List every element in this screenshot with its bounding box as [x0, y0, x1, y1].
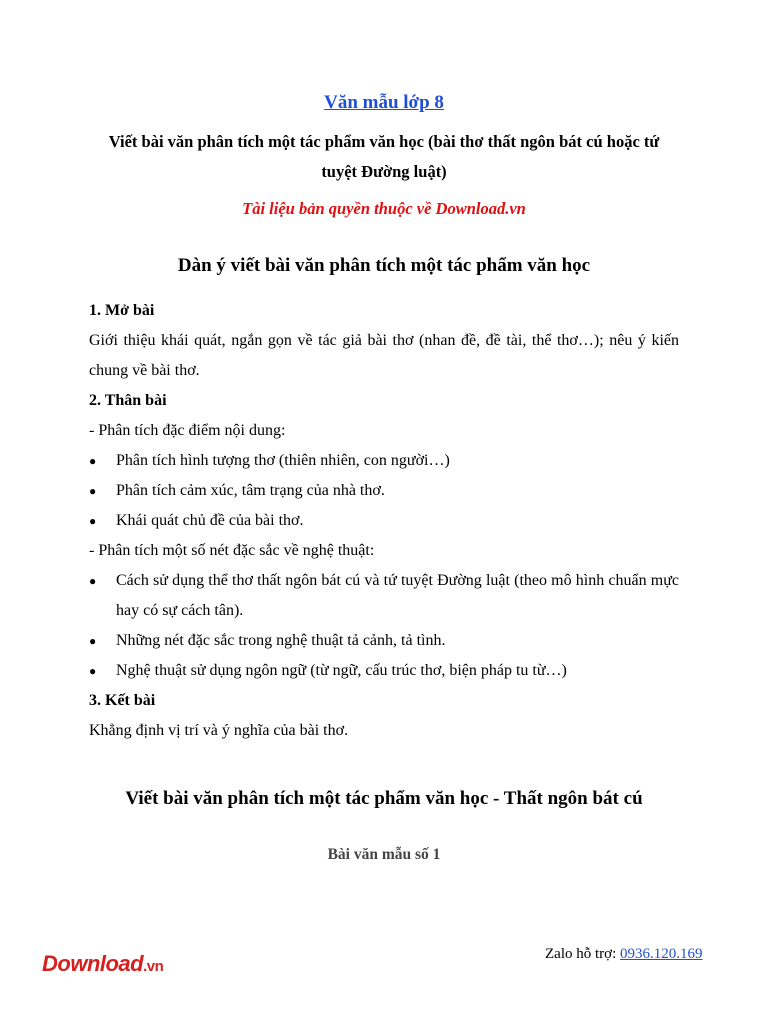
list-item	[89, 476, 679, 506]
logo-main-text: Download	[42, 951, 144, 976]
bullet-icon: ●	[89, 664, 97, 678]
content-analysis-intro: - Phân tích đặc điểm nội dung:	[89, 422, 286, 439]
subtitle-line-2: tuyệt Đường luật)	[321, 162, 447, 181]
art-analysis-intro: - Phân tích một số nét đặc sắc về nghệ thuật:	[89, 542, 375, 559]
bullet-icon: ●	[89, 634, 97, 648]
logo-suffix-text: .vn	[143, 958, 164, 975]
bullet-icon: ●	[89, 484, 97, 498]
document-subtitle	[80, 127, 688, 187]
bullet-icon: ●	[89, 454, 97, 468]
list-item	[89, 446, 679, 476]
copyright-notice: Tài liệu bản quyền thuộc về Download.vn	[242, 199, 526, 218]
support-label: Zalo hỗ trợ:	[545, 946, 620, 962]
bullet-icon: ●	[89, 574, 97, 588]
download-logo[interactable]	[42, 951, 163, 977]
section-heading-conclusion: 3. Kết bài	[89, 692, 156, 709]
title-link[interactable]: Văn mẫu lớp 8	[324, 92, 444, 113]
intro-paragraph: Giới thiệu khái quát, ngắn gọn về tác giả bài thơ (nhan đề, đề tài, thể thơ…); nêu ý kiến chung về bài thơ.	[89, 332, 679, 379]
list-item	[89, 506, 679, 536]
section-heading-intro: 1. Mở bài	[89, 302, 155, 319]
list-item-text: Cách sử dụng thể thơ thất ngôn bát cú và tứ tuyệt Đường luật (theo mô hình chuẩn mực hay có sự cách tân).	[116, 572, 679, 619]
list-item-text: Khái quát chủ đề của bài thơ.	[116, 512, 304, 529]
list-item-text: Phân tích cảm xúc, tâm trạng của nhà thơ.	[116, 482, 385, 499]
list-item-text: Những nét đặc sắc trong nghệ thuật tả cảnh, tả tình.	[116, 632, 446, 649]
list-item	[89, 626, 679, 656]
section-heading-body: 2. Thân bài	[89, 392, 167, 409]
subtitle-line-1: Viết bài văn phân tích một tác phẩm văn học (bài thơ thất ngôn bát cú hoặc tứ	[108, 132, 660, 151]
sample-essay-label: Bài văn mẫu số 1	[327, 846, 441, 863]
bullet-icon: ●	[89, 514, 97, 528]
outline-heading: Dàn ý viết bài văn phân tích một tác phẩm văn học	[177, 255, 591, 276]
list-item-text: Nghệ thuật sử dụng ngôn ngữ (từ ngữ, cấu trúc thơ, biện pháp tu từ…)	[116, 662, 567, 679]
support-contact	[545, 946, 703, 963]
list-item	[89, 566, 679, 626]
list-item-text: Phân tích hình tượng thơ (thiên nhiên, con người…)	[116, 452, 450, 469]
conclusion-paragraph: Khẳng định vị trí và ý nghĩa của bài thơ.	[89, 722, 349, 739]
support-phone-link[interactable]: 0936.120.169	[620, 946, 703, 962]
list-item	[89, 656, 679, 686]
essay-heading: Viết bài văn phân tích một tác phẩm văn học - Thất ngôn bát cú	[125, 788, 643, 809]
outline-body	[89, 296, 679, 746]
